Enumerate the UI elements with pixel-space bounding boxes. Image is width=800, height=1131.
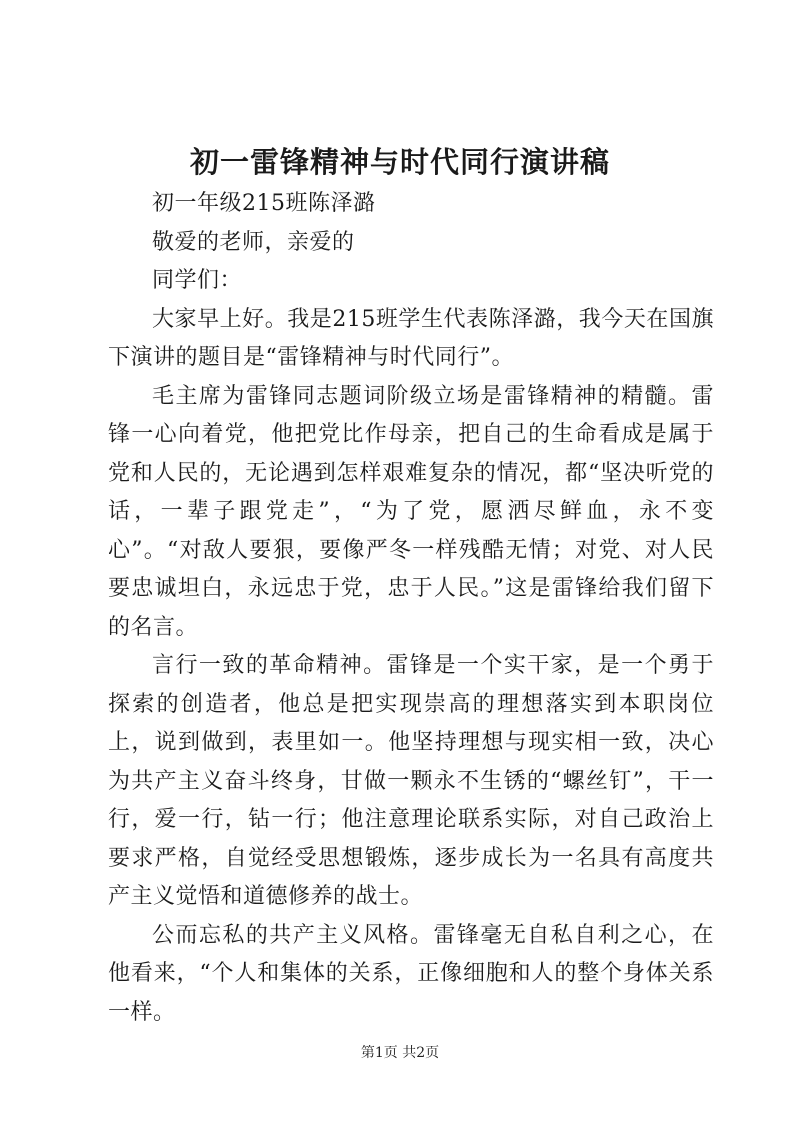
- paragraph-words-deeds: 言行一致的革命精神。雷锋是一个实干家，是一个勇于探索的创造者，他总是把实现崇高的理想落实到本职岗位上，说到做到，表里如一。他坚持理想与现实相一致，决心为共产主义奋斗终身，甘做一颗永不生锈的“螺丝钉”，干一行，爱一行，钻一行；他注意理论联系实际，对自己政治上要求严格，自觉经受思想锻炼，逐步成长为一名具有高度共产主义觉悟和道德修养的战士。: [108, 653, 714, 909]
- document-title: 初一雷锋精神与时代同行演讲稿: [189, 145, 610, 179]
- document-body: [108, 185, 714, 1032]
- paragraph-selflessness: 公而忘私的共产主义风格。雷锋毫无自私自利之心，在他看来，“个人和集体的关系，正像细胞和人的整个身体关系一样。: [108, 922, 714, 1025]
- page-footer: 第1页 共2页: [360, 1045, 440, 1061]
- paragraph-class-stand: 毛主席为雷锋同志题词阶级立场是雷锋精神的精髓。雷锋一心向着党，他把党比作母亲，把自己的生命看成是属于党和人民的，无论遇到怎样艰难复杂的情况，都“坚决听党的话，一辈子跟党走”，“为了党，愿洒尽鲜血，永不变心”。“对敌人要狠，要像严冬一样残酷无情；对党、对人民要忠诚坦白，永远忠于党，忠于人民。”这是雷锋给我们留下的名言。: [108, 383, 714, 640]
- paragraph-intro: 大家早上好。我是215班学生代表陈泽潞，我今天在国旗下演讲的题目是“雷锋精神与时代同行”。: [108, 306, 714, 370]
- salutation-line-1: 敬爱的老师，亲爱的: [152, 229, 355, 255]
- author-line: 初一年级215班陈泽潞: [152, 191, 376, 216]
- salutation-line-2: 同学们：: [152, 268, 243, 293]
